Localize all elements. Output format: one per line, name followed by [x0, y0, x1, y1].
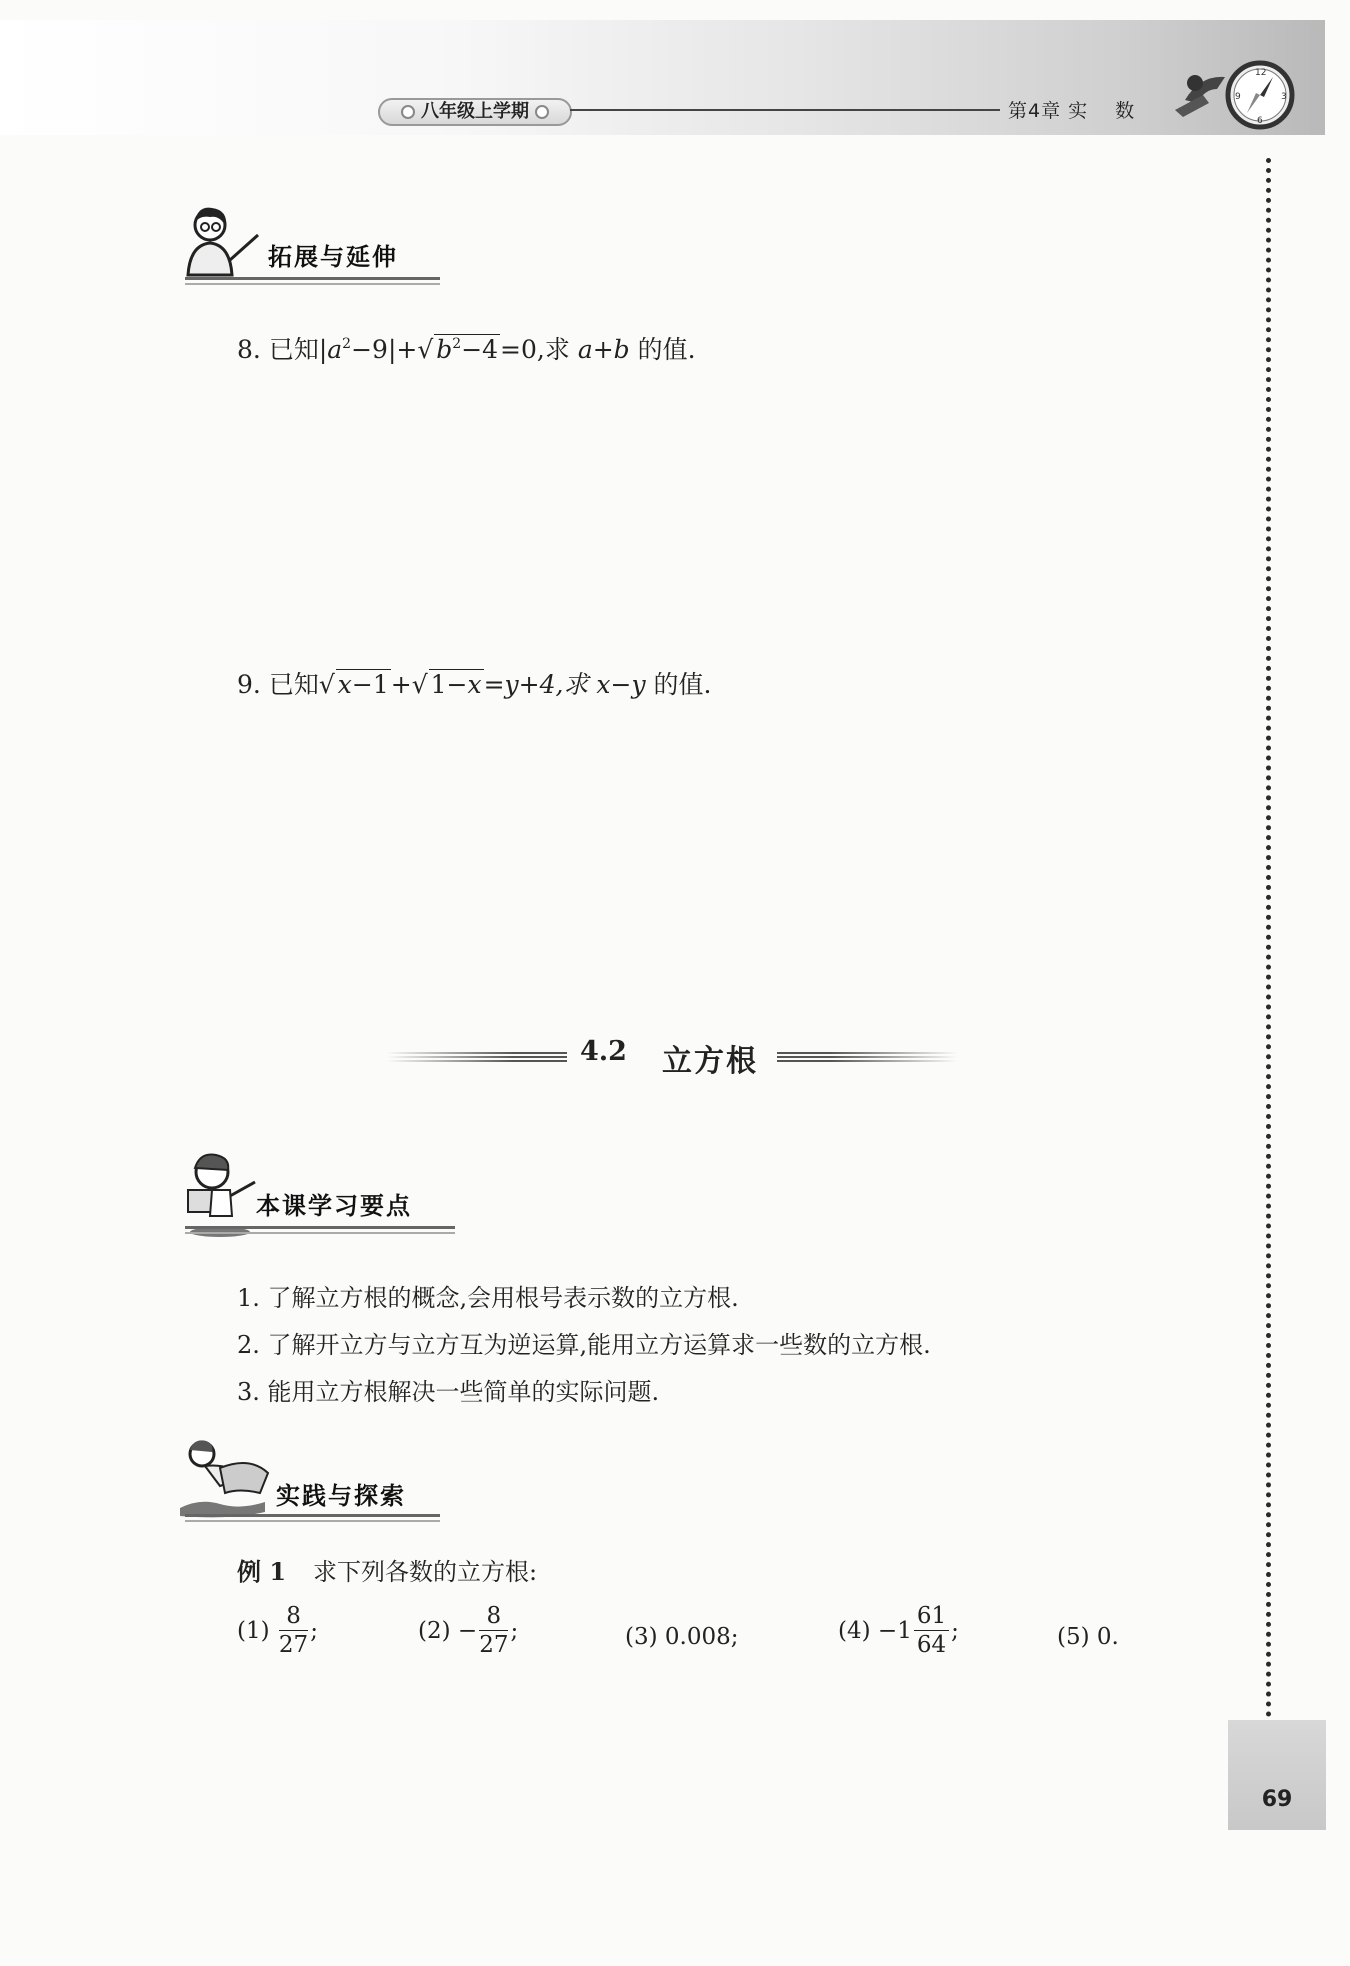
- example-part-2: (2) − $\frac{8}{27}$ ;: [418, 1603, 519, 1658]
- practice-title: 实践与探索: [276, 1482, 406, 1510]
- chapter-title: 第4章 实 数: [1008, 100, 1136, 122]
- key-point-1: 1. 了解立方根的概念,会用根号表示数的立方根.: [237, 1284, 739, 1312]
- example-label: 例 1: [237, 1557, 287, 1586]
- pill-left-dot-icon: [401, 105, 415, 119]
- key-points-header: [180, 1150, 460, 1220]
- page-number-tab: [1228, 1720, 1326, 1830]
- problem-8: 8. 已知$|a^2-9|+√$ $b^2-4=0$,求 a+b 的值.: [237, 335, 696, 364]
- example-part-4: (4) −1 $\frac{61}{64}$ ;: [838, 1603, 959, 1658]
- grade-label: 八年级上学期: [421, 101, 529, 122]
- header-rule: [570, 109, 1000, 111]
- key-points-title: 本课学习要点: [256, 1192, 412, 1220]
- teacher-icon: [180, 205, 260, 280]
- example-text: 求下列各数的立方根:: [313, 1558, 538, 1586]
- svg-text:6: 6: [1257, 116, 1263, 126]
- lesson-title: [387, 1036, 967, 1079]
- svg-text:3: 3: [1281, 92, 1287, 102]
- page-number: 69: [1261, 1787, 1293, 1812]
- extension-title: 拓展与延伸: [268, 243, 398, 271]
- key-point-2: 2. 了解开立方与立方互为逆运算,能用立方运算求一些数的立方根.: [237, 1331, 931, 1359]
- dotted-edge: [1266, 158, 1271, 1728]
- problem-9: 9. 已知√ x−1+√ 1−x=y+4,求 x−y 的值.: [237, 670, 712, 699]
- pill-right-dot-icon: [535, 105, 549, 119]
- skateboarder-icon: [180, 1438, 270, 1523]
- example-part-5: (5) 0.: [1057, 1624, 1119, 1650]
- example-part-1: (1) $\frac{8}{27}$ ;: [237, 1603, 318, 1658]
- grade-pill: [378, 98, 572, 126]
- runner-compass-icon: [1165, 55, 1305, 135]
- extension-header: [180, 205, 445, 271]
- lesson-number: 4.2: [580, 1036, 627, 1067]
- svg-text:12: 12: [1255, 68, 1267, 78]
- lesson-name: 立方根: [662, 1044, 758, 1079]
- example-part-3: (3) 0.008;: [625, 1624, 739, 1650]
- practice-header: [180, 1438, 445, 1510]
- key-point-3: 3. 能用立方根解决一些简单的实际问题.: [237, 1378, 660, 1406]
- svg-text:9: 9: [1235, 92, 1241, 102]
